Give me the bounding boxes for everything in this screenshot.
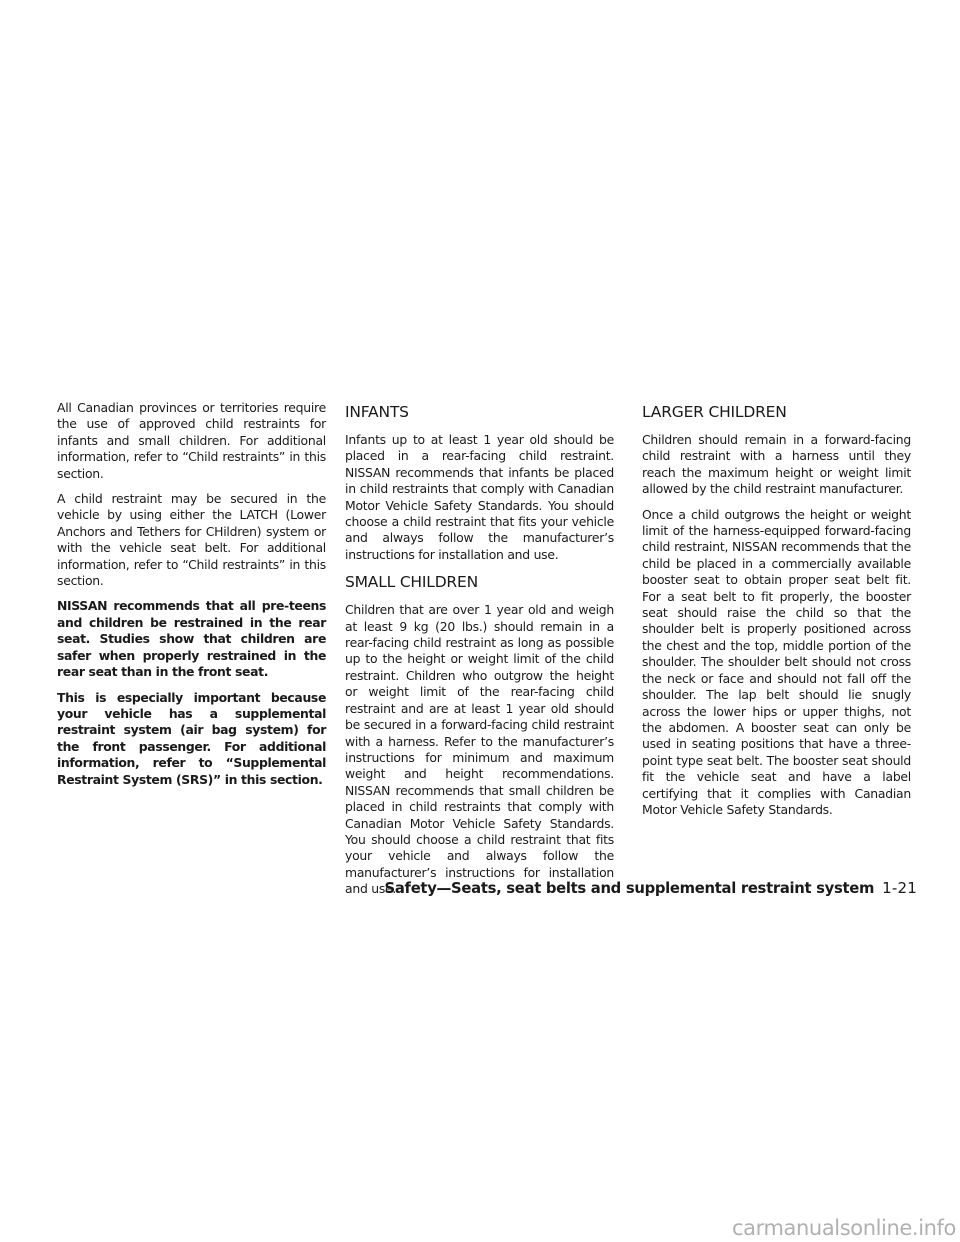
footer-section-title: Safety—Seats, seat belts and supplemental restraint system	[384, 880, 875, 897]
latch-paragraph: A child restraint may be secured in the vehicle by using either the LATCH (Lower Anchors and Tethers for CHildren) system or with the vehicle seat belt. For additional information, refer to “Child restraints” in this section.	[57, 491, 326, 589]
small-children-heading: SMALL CHILDREN	[345, 573, 478, 592]
watermark: carmanualsonline.info	[732, 1216, 956, 1240]
right-column	[642, 400, 911, 827]
infants-heading: INFANTS	[345, 403, 409, 421]
infants-paragraph: Infants up to at least 1 year old should be placed in a rear-facing child restraint. NISSAN recommends that infants be placed in child restraints that comply with Canadian Motor Vehicle Safety Standards. You should choose a child restraint that fits your vehicle and always follow the manufacturer’s instructions for installation and use.	[345, 432, 614, 562]
larger-children-paragraph-2: Once a child outgrows the height or weight limit of the harness-equipped forward-facing child restraint, NISSAN recommends that the child be placed in a commercially available booster seat to obtain proper seat belt fit. For a seat belt to fit properly, the booster seat should raise the child so that the shoulder belt is properly positioned across the chest and the top, middle portion of the shoulder. The shoulder belt should not cross the neck or face and should not fall off the shoulder. The lap belt should lie snugly across the lower hips or upper thighs, not the abdomen. A booster seat can only be used in seating positions that have a three-point type seat belt. The booster seat should fit the vehicle seat and have a label certifying that it complies with Canadian Motor Vehicle Safety Standards.	[642, 506, 911, 817]
page-number: 1-21	[882, 879, 917, 897]
small-children-paragraph: Children that are over 1 year old and weigh at least 9 kg (20 lbs.) should remain in a rear-facing child restraint as long as possible up to the height or weight limit of the child restraint. Children who outgrow the height or weight limit of the rear-facing child restraint and are at least 1 year old should be secured in a forward-facing child restraint with a harness. Refer to the manufacturer’s instructions for minimum and maximum weight and height recommendations. NISSAN recommends that small children be placed in child restraints that comply with Canadian Motor Vehicle Safety Standards. You should choose a child restraint that fits your vehicle and always follow the manufacturer’s instructions for installation and use.	[345, 602, 614, 897]
srs-warning-paragraph: This is especially important because your vehicle has a supplemental restraint system (air bag system) for the front passenger. For additional information, refer to “Supplemental Restraint System (SRS)” in this section.	[57, 689, 326, 787]
rear-seat-recommendation-paragraph: NISSAN recommends that all pre-teens and children be restrained in the rear seat. Studies show that children are safer when properly restrained in the rear seat than in the front seat.	[57, 598, 326, 680]
larger-children-heading: LARGER CHILDREN	[642, 403, 787, 421]
canadian-requirements-paragraph: All Canadian provinces or territories require the use of approved child restraints for infants and small children. For additional information, refer to “Child restraints” in this section.	[57, 400, 326, 481]
larger-children-paragraph-1: Children should remain in a forward-facing child restraint with a harness until they reach the maximum height or weight limit allowed by the child restraint manufacturer.	[642, 432, 911, 497]
left-column	[57, 400, 326, 797]
middle-column	[345, 400, 614, 907]
page-footer	[0, 878, 917, 897]
